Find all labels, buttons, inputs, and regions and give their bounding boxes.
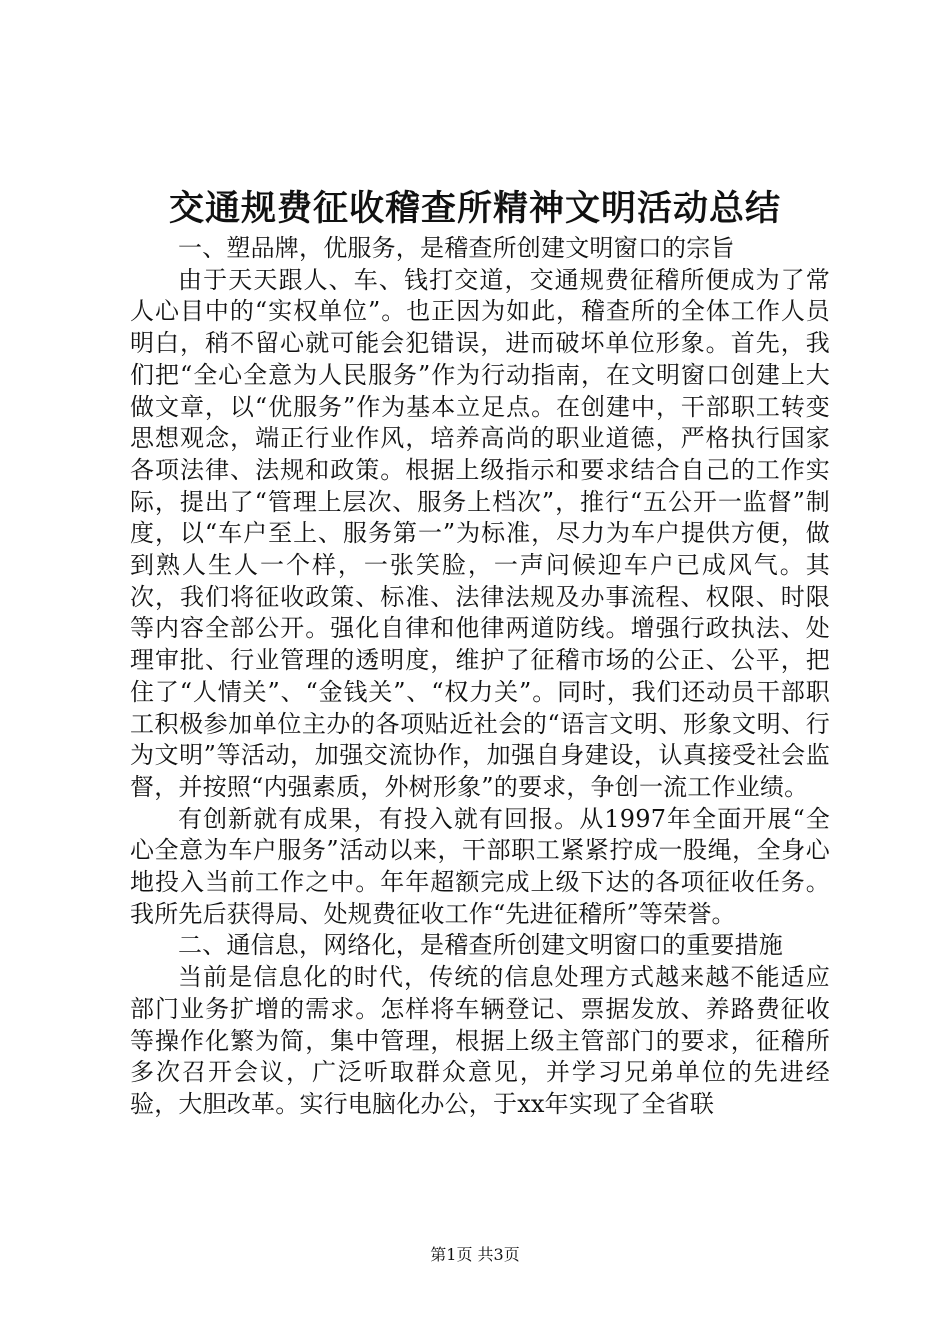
page-footer: 第1页 共3页 bbox=[430, 1245, 520, 1264]
body-paragraph-2: 有创新就有成果，有投入就有回报。从1997年全面开展“全心全意为车户服务”活动以来，干部职工紧紧拧成一股绳，全身心地投入当前工作之中。年年超额完成上级下达的各项征收任务。我所先后获得局、处规费征收工作“先进征稽所”等荣誉。 bbox=[130, 804, 830, 928]
body-paragraph-1: 由于天天跟人、车、钱打交道，交通规费征稽所便成为了常人心目中的“实权单位”。也正因为如此，稽查所的全体工作人员明白，稍不留心就可能会犯错误，进而破坏单位形象。首先，我们把“全心全意为人民服务”作为行动指南，在文明窗口创建上大做文章，以“优服务”作为基本立足点。在创建中，干部职工转变思想观念，端正行业作风，培养高尚的职业道德，严格执行国家各项法律、法规和政策。根据上级指示和要求结合自己的工作实际，提出了“管理上层次、服务上档次”，推行“五公开一监督”制度，以“车户至上、服务第一”为标准，尽力为车户提供方便，做到熟人生人一个样，一张笑脸，一声问候迎车户已成风气。其次，我们将征收政策、标准、法律法规及办事流程、权限、时限等内容全部公开。强化自律和他律两道防线。增强行政执法、处理审批、行业管理的透明度，维护了征稽市场的公正、公平，把住了“人情关”、“金钱关”、“权力关”。同时，我们还动员干部职工积极参加单位主办的各项贴近社会的“语言文明、形象文明、行为文明”等活动，加强交流协作，加强自身建设，认真接受社会监督，并按照“内强素质，外树形象”的要求，争创一流工作业绩。 bbox=[130, 265, 830, 801]
document-body bbox=[130, 233, 830, 1121]
section-heading-1: 一、塑品牌，优服务，是稽查所创建文明窗口的宗旨 bbox=[178, 234, 735, 262]
section-heading-2: 二、通信息，网络化，是稽查所创建文明窗口的重要措施 bbox=[178, 931, 783, 960]
body-paragraph-3: 当前是信息化的时代，传统的信息处理方式越来越不能适应部门业务扩增的需求。怎样将车辆登记、票据发放、养路费征收等操作化繁为简，集中管理，根据上级主管部门的要求，征稽所多次召开会议，广泛听取群众意见，并学习兄弟单位的先进经验，大胆改革。实行电脑化办公，于xx年实现了全省联 bbox=[130, 963, 830, 1118]
document-title: 交通规费征收稽查所精神文明活动总结 bbox=[168, 188, 781, 229]
